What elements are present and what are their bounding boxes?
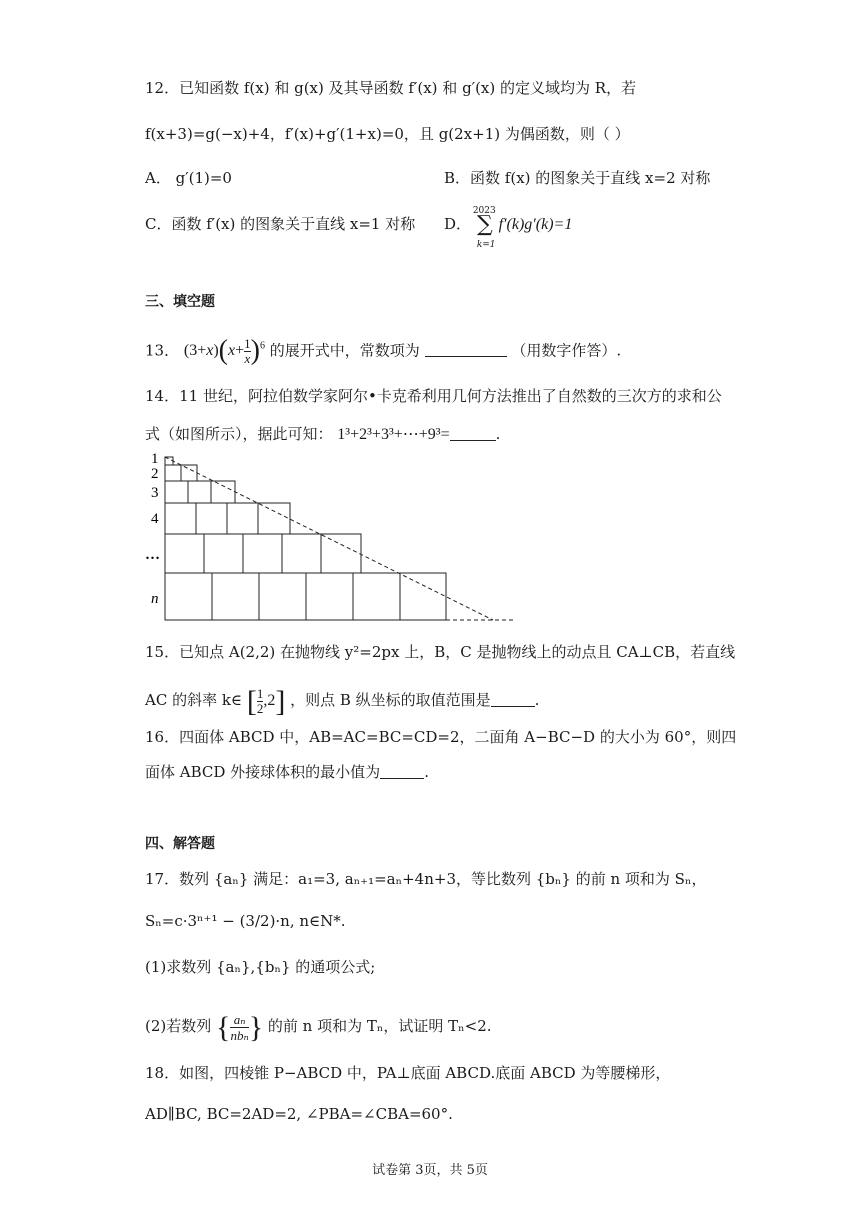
q12-option-d	[444, 205, 573, 250]
summation-symbol: 2023 ∑ k=1	[476, 215, 494, 236]
q17-frac-numerator: aₙ	[230, 1012, 248, 1028]
q15-line1: 15．已知点 A(2,2) 在抛物线 y²=2px 上，B，C 是抛物线上的动点且 CA⊥CB，若直线	[145, 643, 736, 661]
q14-line2-prefix: 式（如图所示），据此可知：	[145, 425, 333, 443]
q14-line1: 14．11 世纪，阿拉伯数学家阿尔•卡克希利用几何方法推出了自然数的三次方的求和公	[145, 387, 722, 405]
q13-line	[145, 337, 621, 366]
q15-period: .	[534, 691, 540, 710]
q13-number: 13．	[145, 341, 180, 360]
q16-answer-blank[interactable]	[380, 764, 424, 779]
q16-period: .	[424, 763, 429, 781]
q15-line2-prefix: AC 的斜率 k∈	[145, 691, 243, 710]
q17-line1: 17．数列 {aₙ} 满足：a₁=3, aₙ₊₁=aₙ+4n+3，等比数列 {bₙ} 的前 n 项和为 Sₙ，	[145, 870, 707, 888]
q17-part2	[145, 1012, 492, 1043]
sum-lower-limit: k=1	[476, 239, 496, 250]
q17-part2-suffix: 的前 n 项和为 Tₙ，试证明 Tₙ<2.	[267, 1017, 492, 1036]
q14-sum-expression: 1³+2³+3³+⋯+9³=	[337, 426, 450, 443]
row-label-3: 3	[151, 485, 159, 501]
q17-part1: (1)求数列 {aₙ},{bₙ} 的通项公式;	[145, 958, 376, 976]
q15-answer-blank[interactable]	[491, 692, 535, 707]
row-label-n: n	[151, 591, 159, 607]
q13-text: 的展开式中，常数项为	[269, 341, 420, 360]
row-label-4: 4	[151, 511, 159, 527]
q13-expression: (3+x)(x+ $\frac{1}{x}$ )$^6$	[183, 335, 265, 367]
row-label-1: 1	[151, 451, 159, 467]
q18-line2: AD∥BC, BC=2AD=2, ∠PBA=∠CBA=60°.	[145, 1105, 453, 1123]
squares-staircase-diagram	[143, 449, 523, 629]
q12-option-b: B．函数 f(x) 的图象关于直线 x=2 对称	[444, 169, 711, 187]
q12-line1: 12．已知函数 f(x) 和 g(x) 及其导函数 f′(x) 和 g′(x) 的定义域均为 R，若	[145, 79, 637, 97]
q12-option-d-expr: f′(k)g′(k)=1	[498, 216, 573, 233]
page-footer: 试卷第 3页，共 5页	[372, 1163, 488, 1178]
section-3-title: 三、填空题	[145, 294, 215, 310]
q14-period: .	[495, 425, 501, 443]
q15-interval: [ $\frac{1}{2}$ ,2]	[246, 685, 286, 719]
q12-option-a: A． g′(1)=0	[145, 169, 232, 187]
q12-line2: f(x+3)=g(−x)+4，f′(x)+g′(1+x)=0，且 g(2x+1) 为偶函数，则（ ）	[145, 125, 630, 143]
q14-line2	[145, 424, 500, 445]
section-4-title: 四、解答题	[145, 836, 215, 852]
q17-part2-sequence: { aₙ nbₙ }	[216, 1011, 264, 1045]
sum-upper-limit: 2023	[472, 205, 496, 216]
q13-suffix: （用数字作答）.	[511, 341, 622, 360]
q13-answer-blank[interactable]	[425, 342, 507, 357]
q12-option-d-prefix: D．	[444, 215, 472, 233]
q13-exponent: 6	[259, 341, 265, 352]
q12-option-c: C．函数 f′(x) 的图象关于直线 x=1 对称	[145, 215, 416, 233]
q17-part2-prefix: (2)若数列	[145, 1017, 212, 1036]
q15-line2	[145, 685, 540, 719]
row-label-ellipsis: …	[145, 547, 160, 563]
q18-line1: 18．如图，四棱锥 P−ABCD 中，PA⊥底面 ABCD.底面 ABCD 为等腰梯形，	[145, 1064, 671, 1082]
q17-line2: Sₙ=c·3ⁿ⁺¹ − (3/2)·n, n∈N*.	[145, 912, 346, 930]
q15-line2-suffix: ，则点 B 纵坐标的取值范围是	[290, 691, 491, 710]
q16-line2-text: 面体 ABCD 外接球体积的最小值为	[145, 763, 381, 781]
q16-line1: 16．四面体 ABCD 中，AB=AC=BC=CD=2，二面角 A−BC−D 的大小为 60°，则四	[145, 728, 737, 746]
row-label-2: 2	[151, 466, 159, 482]
q16-line2	[145, 762, 429, 782]
q14-figure	[143, 449, 523, 633]
q14-answer-blank[interactable]	[450, 426, 496, 441]
q17-frac-denominator: nbₙ	[230, 1028, 249, 1043]
